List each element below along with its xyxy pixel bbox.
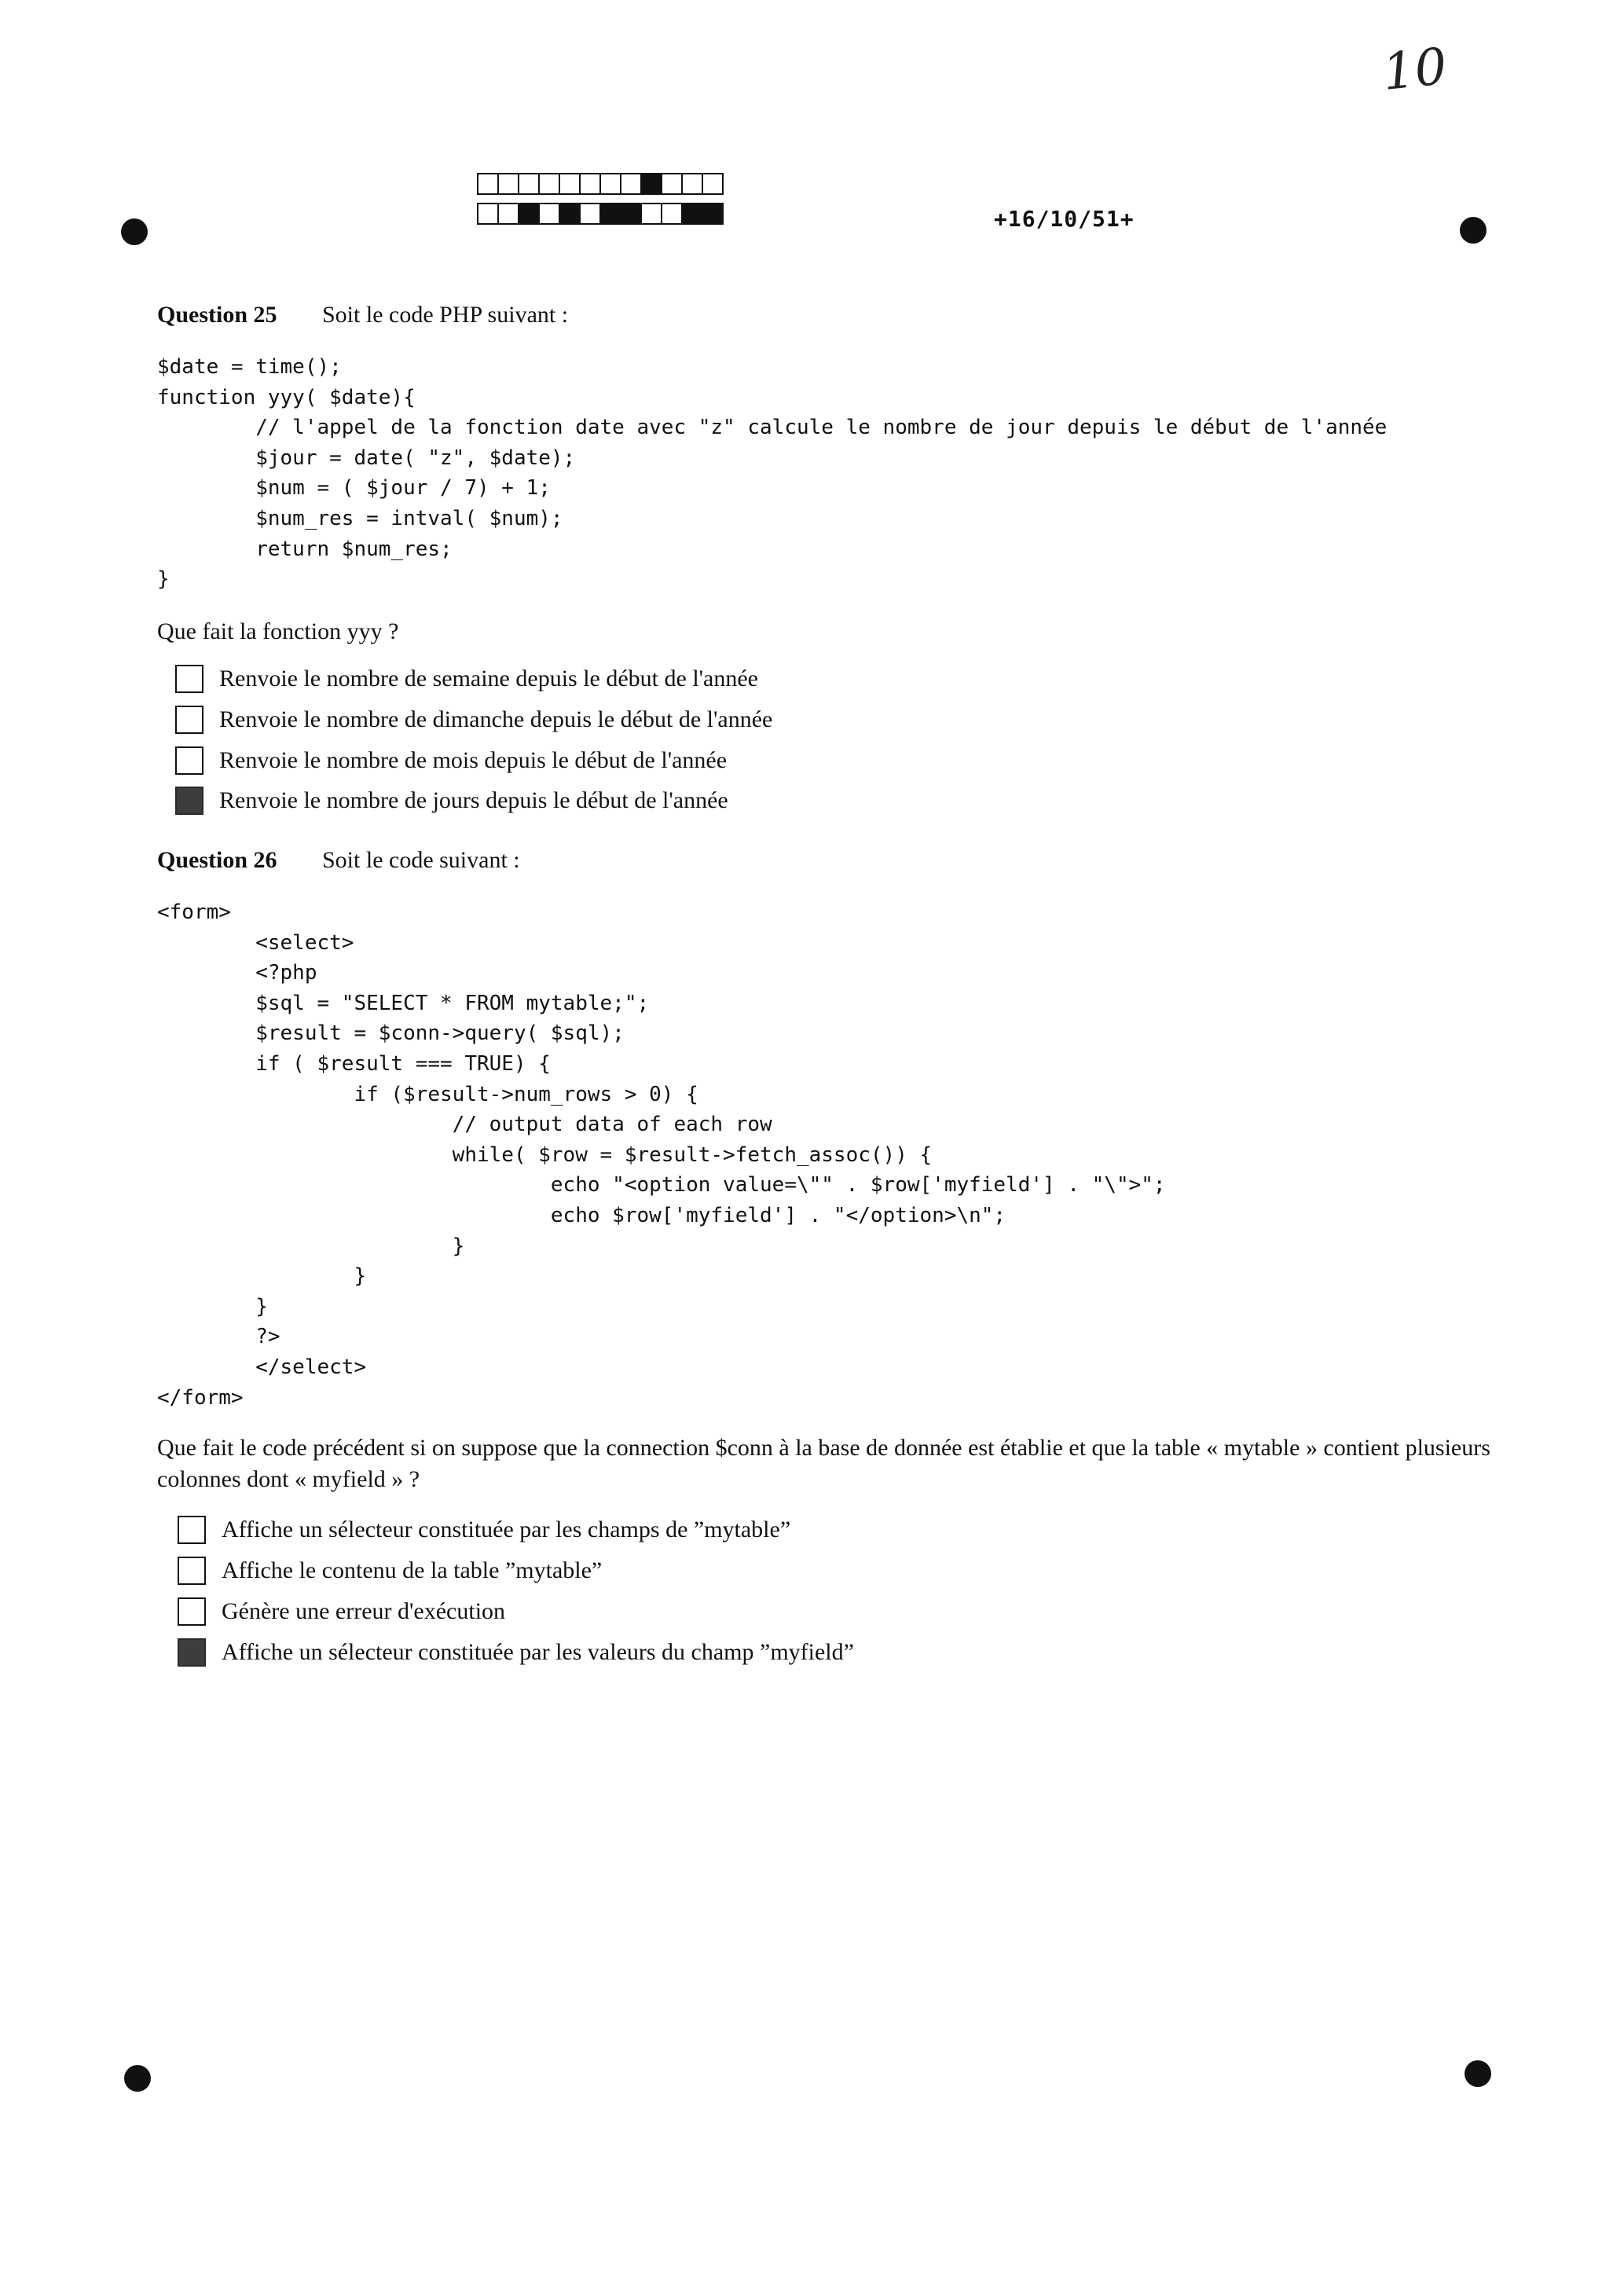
- q25-answer[interactable]: [175, 746, 727, 775]
- checkbox[interactable]: [178, 1638, 206, 1667]
- answer-label: Renvoie le nombre de dimanche depuis le début de l'année: [219, 706, 773, 732]
- question-25-prompt: Que fait la fonction yyy ?: [157, 618, 399, 644]
- barcode-bottom-row: [477, 203, 722, 225]
- barcode-cell: [518, 173, 540, 195]
- barcode-cell: [702, 173, 724, 195]
- checkbox[interactable]: [178, 1597, 206, 1626]
- barcode-cell: [559, 173, 581, 195]
- barcode-cell: [681, 173, 703, 195]
- barcode-cell: [599, 203, 621, 225]
- checkbox[interactable]: [175, 787, 203, 815]
- q26-answer[interactable]: [178, 1638, 854, 1667]
- barcode-cell: [477, 173, 499, 195]
- barcode-cell: [579, 173, 601, 195]
- q26-answer[interactable]: [178, 1516, 790, 1544]
- answer-label: Affiche le contenu de la table ”mytable”: [222, 1557, 603, 1583]
- barcode-cell: [559, 203, 581, 225]
- barcode-cell: [702, 203, 724, 225]
- checkbox[interactable]: [178, 1557, 206, 1585]
- answer-label: Renvoie le nombre de mois depuis le début de l'année: [219, 747, 728, 773]
- question-26-label: Question 26: [157, 847, 277, 873]
- answer-label: Affiche un sélecteur constituée par les valeurs du champ ”myfield”: [222, 1639, 854, 1665]
- checkbox[interactable]: [178, 1516, 206, 1544]
- checkbox[interactable]: [175, 665, 203, 693]
- answer-label: Renvoie le nombre de semaine depuis le début de l'année: [219, 666, 759, 691]
- q26-answer[interactable]: [178, 1597, 505, 1626]
- question-25-header: [157, 302, 568, 328]
- question-26-intro: Soit le code suivant :: [322, 847, 520, 873]
- q25-answer[interactable]: [175, 787, 728, 815]
- checkbox[interactable]: [175, 706, 203, 734]
- barcode-top-row: [477, 173, 722, 195]
- exam-code-reference: +16/10/51+: [994, 206, 1135, 232]
- barcode-cell: [681, 203, 703, 225]
- barcode-cell: [640, 173, 662, 195]
- registration-dot-bottom-right: [1465, 2060, 1491, 2087]
- barcode-cell: [640, 203, 662, 225]
- barcode-cell: [579, 203, 601, 225]
- question-25-code: $date = time(); function yyy( $date){ // l'appel de la fonction date avec "z" calcule le nombre de jour depuis le début de l'année $jour = date( "z", $date); $num = ( $jour / 7) + 1; $num_res = intval( $num); return $num_res; }: [157, 355, 1388, 592]
- question-25-label: Question 25: [157, 302, 277, 328]
- registration-dot-top-left: [121, 218, 148, 245]
- barcode-cell: [620, 173, 642, 195]
- barcode-cell: [538, 203, 560, 225]
- registration-dot-top-right: [1460, 217, 1487, 244]
- barcode-cell: [599, 173, 621, 195]
- question-26-code: <form> <select> <?php $sql = "SELECT * FROM mytable;"; $result = $conn->query( $sql); if ( $result === TRUE) { if ($result->num_rows > 0) { // output data of each row while( $row = $result->fetch_assoc()) { echo "<option value=\"" . $row['myfield'] . "\">"; echo $row['myfield'] . "</option>\n"; } } } ?> </select> </form>: [157, 900, 1166, 1410]
- registration-dot-bottom-left: [124, 2065, 151, 2092]
- barcode-cell: [497, 203, 519, 225]
- barcode-cell: [620, 203, 642, 225]
- answer-label: Génère une erreur d'exécution: [222, 1598, 506, 1624]
- q25-answer[interactable]: [175, 665, 758, 693]
- barcode-cell: [497, 173, 519, 195]
- barcode-cell: [661, 203, 683, 225]
- page-number: 10: [1380, 37, 1450, 103]
- answer-label: Renvoie le nombre de jours depuis le début de l'année: [219, 787, 728, 813]
- answer-label: Affiche un sélecteur constituée par les champs de ”mytable”: [222, 1517, 791, 1542]
- barcode-cell: [477, 203, 499, 225]
- barcode-cell: [518, 203, 540, 225]
- barcode-cell: [661, 173, 683, 195]
- q26-answer[interactable]: [178, 1557, 602, 1585]
- question-25-intro: Soit le code PHP suivant :: [322, 302, 569, 328]
- question-26-header: [157, 847, 520, 874]
- barcode-cell: [538, 173, 560, 195]
- question-26-prompt: Que fait le code précédent si on suppose que la connection $conn à la base de donnée est établie et que la table « mytable » contient plusieurs colonnes dont « myfield » ?: [157, 1435, 1490, 1492]
- q25-answer[interactable]: [175, 706, 772, 734]
- checkbox[interactable]: [175, 746, 203, 775]
